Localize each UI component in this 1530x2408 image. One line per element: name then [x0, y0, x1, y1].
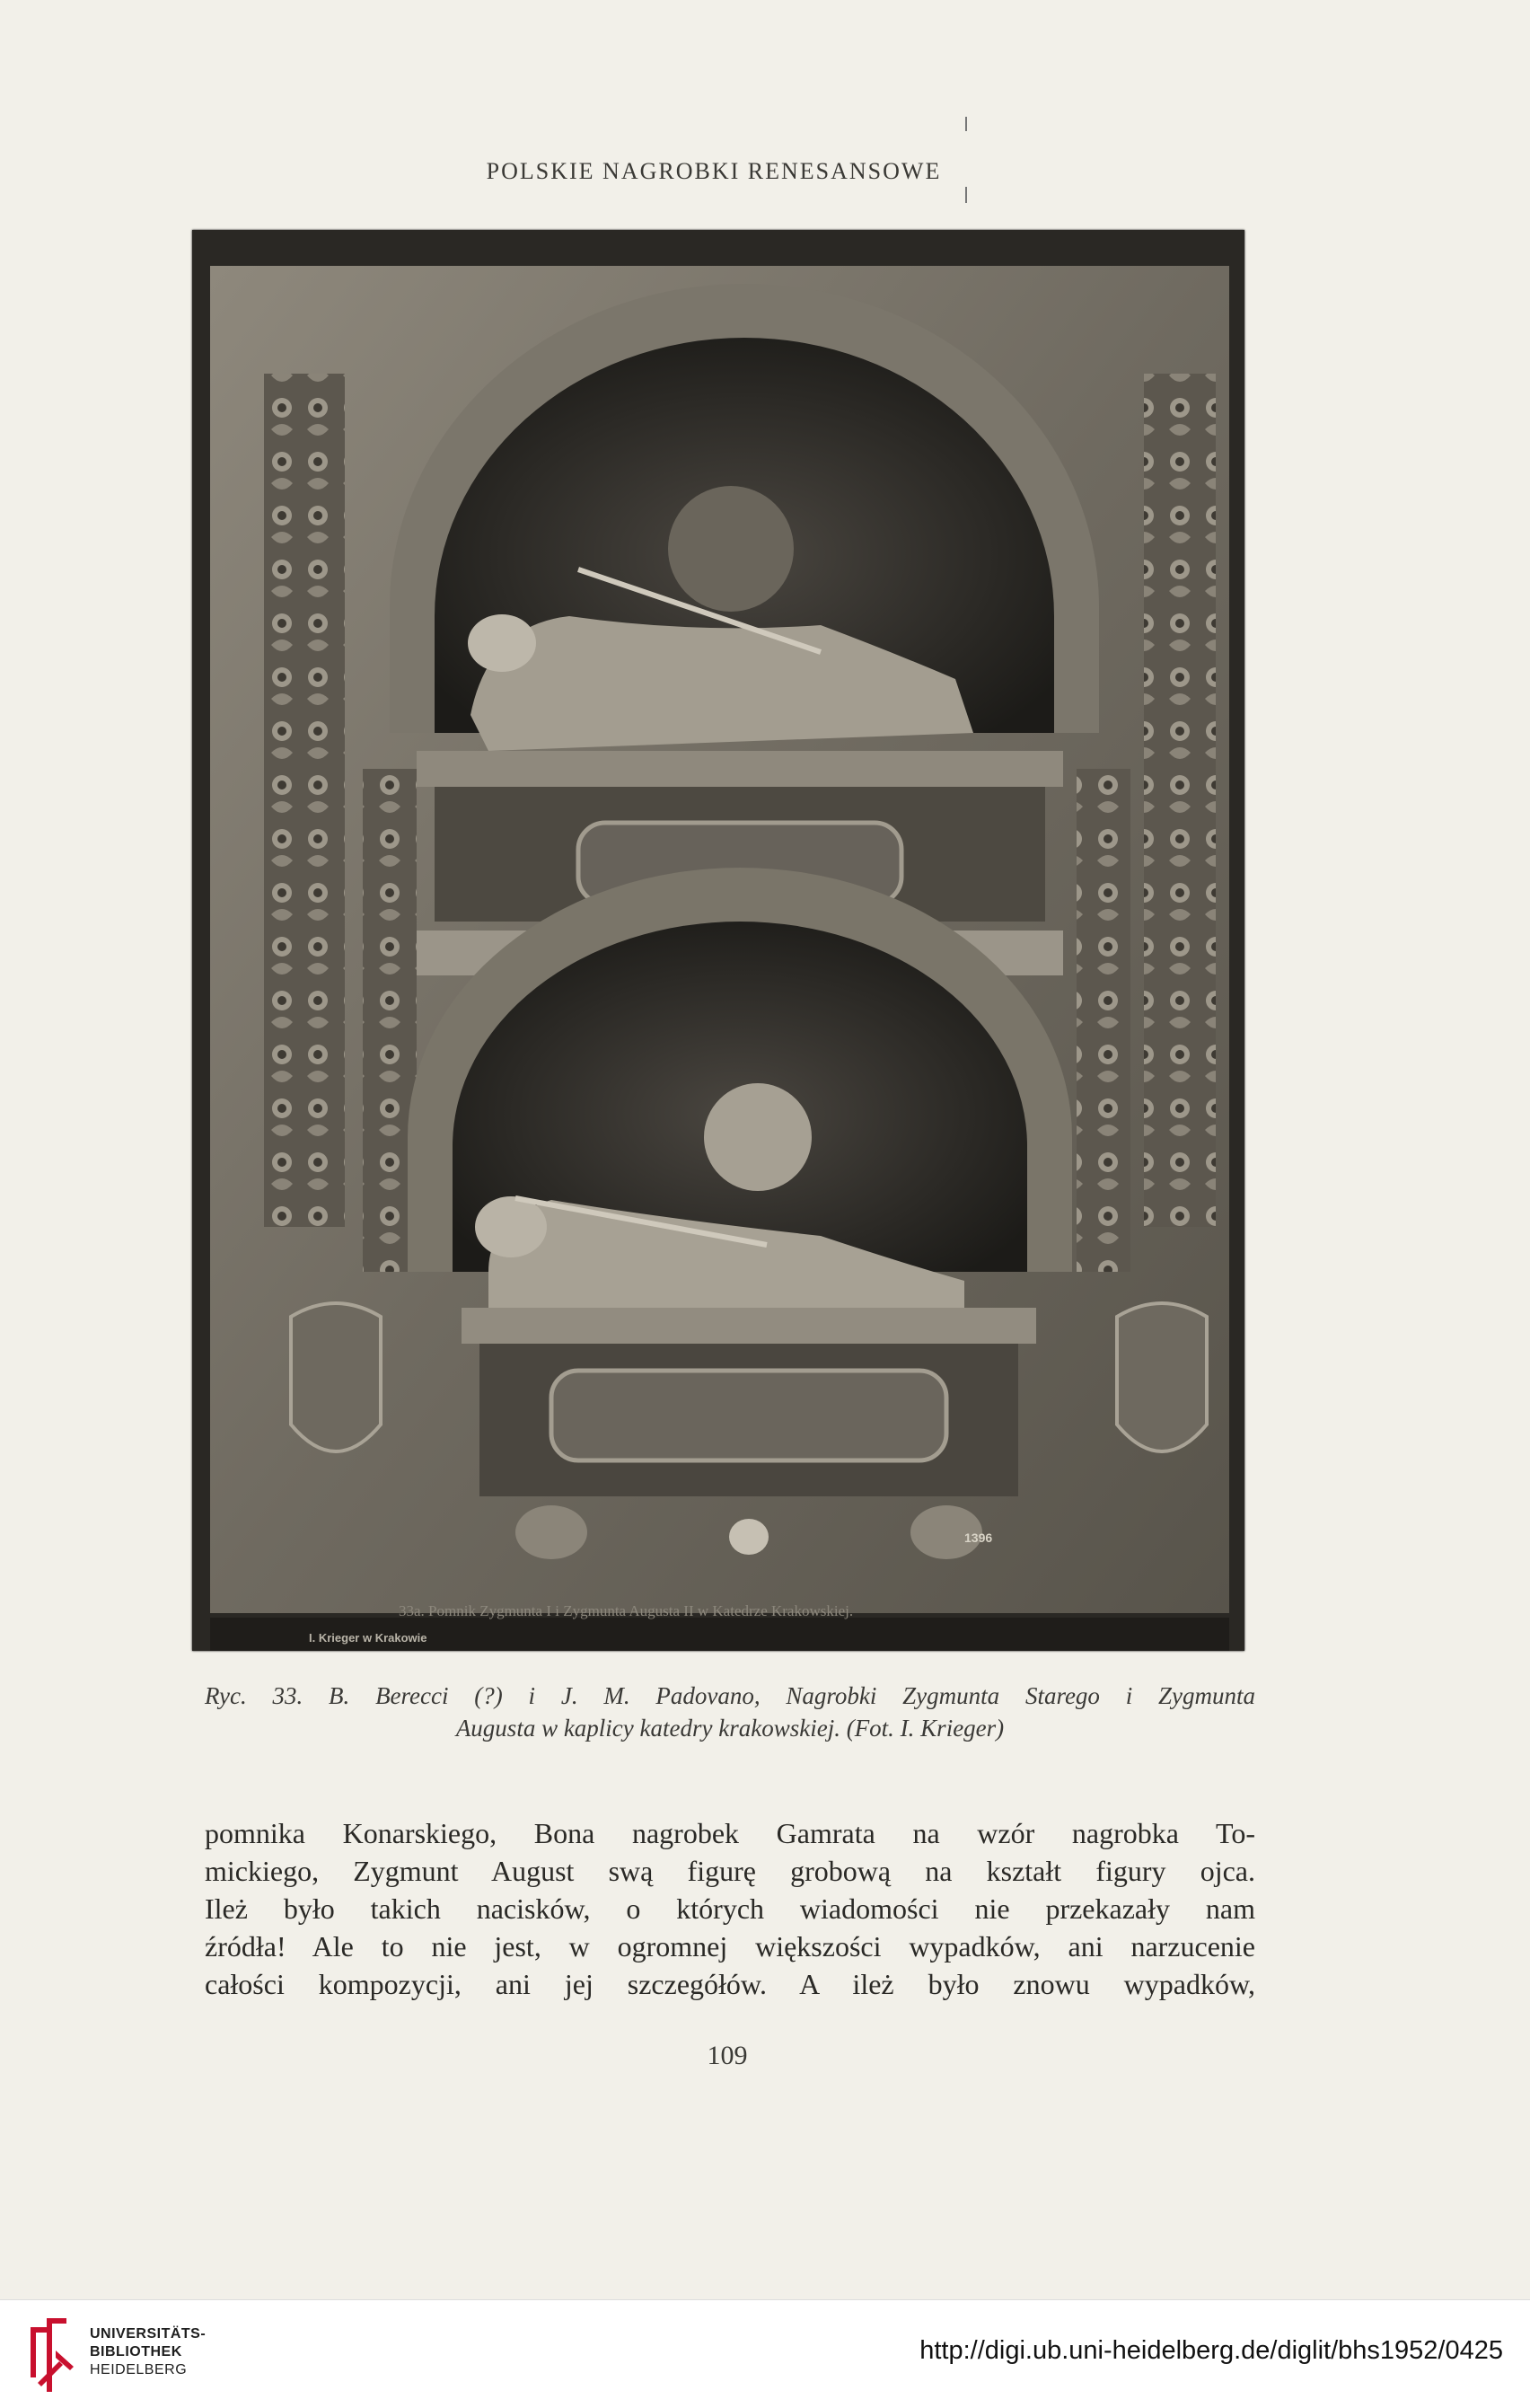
library-name-line: HEIDELBERG	[90, 2362, 188, 2377]
caption-line: Ryc. 33. B. Berecci (?) i J. M. Padovano, Nagrobki Zygmunta Starego i Zygmunta	[205, 1682, 1255, 1709]
body-paragraph	[205, 1814, 1255, 2003]
tomb-photograph	[192, 230, 1244, 1651]
library-name	[90, 2325, 206, 2379]
plate-inscription: 33a. Pomnik Zygmunta I i Zygmunta Augusta II w Katedrze Krakowskiej.	[399, 1602, 854, 1619]
caption-line: Augusta w kaplicy katedry krakowskiej. (Fot. I. Krieger)	[455, 1715, 1005, 1742]
permalink-url[interactable]: http://digi.ub.uni-heidelberg.de/diglit/bhs1952/0425	[919, 2336, 1503, 2365]
viewer-footer	[0, 2299, 1530, 2408]
figure-caption	[205, 1680, 1255, 1744]
page-number: 109	[707, 2041, 748, 2070]
text-line: mickiego, Zygmunt August swą figurę grobową na kształt figury ojca.	[205, 1855, 1255, 1887]
library-name-line: BIBLIOTHEK	[90, 2344, 182, 2359]
photographer-mark: I. Krieger w Krakowie	[309, 1631, 427, 1645]
margin-tick	[965, 187, 967, 203]
university-library-logo-icon	[20, 2315, 77, 2395]
text-line: Ileż było takich nacisków, o których wiadomości nie przekazały nam	[205, 1892, 1255, 1925]
text-line: źródła! Ale to nie jest, w ogromnej większości wypadków, ani narzucenie	[205, 1930, 1255, 1963]
running-head: POLSKIE NAGROBKI RENESANSOWE	[486, 158, 942, 184]
negative-number: 1396	[964, 1530, 993, 1545]
library-name-line: UNIVERSITÄTS-	[90, 2326, 207, 2342]
tomb-photograph-drawing	[192, 230, 1244, 1651]
text-line: całości kompozycji, ani jej szczegółów. A ileż było znowu wypadków,	[205, 1968, 1255, 2000]
text-line: pomnika Konarskiego, Bona nagrobek Gamrata na wzór nagrobka To-	[205, 1817, 1255, 1849]
margin-tick	[965, 117, 967, 131]
